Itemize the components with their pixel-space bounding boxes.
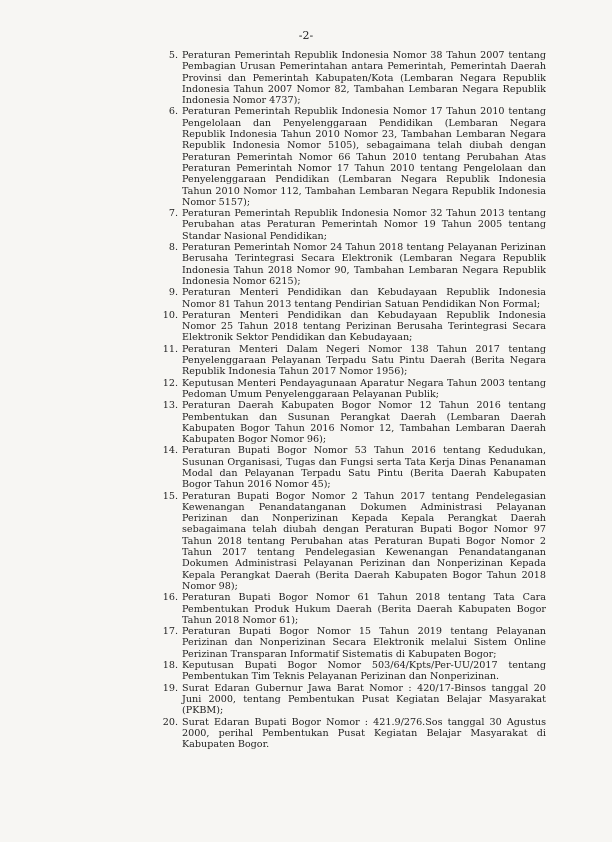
item-text: Peraturan Menteri Dalam Negeri Nomor 138 Tahun 2017 tentang Penyelenggaraan Pelayanan Terpadu Satu Pintu Daerah (Berita Negara Republik Indonesia Tahun 2017 Nomor 1956); [182,343,546,378]
item-text: Surat Edaran Bupati Bogor Nomor : 421.9/276.Sos tanggal 30 Agustus 2000, perihal Pembentukan Pusat Kegiatan Belajar Masyarakat di Kabupaten Bogor. [182,716,546,751]
list-item [160,287,546,310]
item-number: 14. [162,445,178,457]
item-text: Peraturan Bupati Bogor Nomor 15 Tahun 2019 tentang Pelayanan Perizinan dan Nonperizinan Secara Elektronik melalui Sistem Online Perizinan Transparan Informatif Sistematis di Kabupaten Bogor; [182,626,546,660]
list-item [160,378,546,401]
list-item [160,626,546,660]
item-text: Peraturan Pemerintah Nomor 24 Tahun 2018 tentang Pelayanan Perizinan Berusaha Terintegrasi Secara Elektronik (Lembaran Negara Republik Indonesia Tahun 2018 Nomor 90, Tambahan Lembaran Negara Republik Indonesia Nomor 6215); [182,242,546,287]
item-text: Peraturan Pemerintah Republik Indonesia Nomor 38 Tahun 2007 tentang Pembagian Urusan Pemerintahan antara Pemerintah, Pemerintah Daerah Provinsi dan Pemerintah Kabupaten/Kota (Lembaran Negara Republik Indonesia Tahun 2007 Nomor 82, Tambahan Lembaran Negara Republik Indonesia Nomor 4737); [182,50,546,107]
list-item [160,344,546,378]
list-item [160,208,546,242]
list-item [160,106,546,208]
item-text: Peraturan Pemerintah Republik Indonesia Nomor 17 Tahun 2010 tentang Pengelolaan dan Penyelenggaraan Pendidikan (Lembaran Negara Republik Indonesia Tahun 2010 Nomor 23, Tambahan Lembaran Negara Republik Indonesia Nomor 5105), sebagaimana telah diubah dengan Peraturan Pemerintah Nomor 66 Tahun 2010 tentang Perubahan Atas Peraturan Pemerintah Nomor 17 Tahun 2010 tentang Pengelolaan dan Penyelenggaraan Pendidikan (Lembaran Negara Republik Indonesia Tahun 2010 Nomor 112, Tambahan Lembaran Negara Republik Indonesia Nomor 5157); [182,106,546,208]
item-text: Peraturan Bupati Bogor Nomor 53 Tahun 2016 tentang Kedudukan, Susunan Organisasi, Tugas dan Fungsi serta Tata Kerja Dinas Penanaman Modal dan Pelayanan Terpadu Satu Pintu (Berita Daerah Kabupaten Bogor Tahun 2016 Nomor 45); [182,445,546,491]
item-text: Peraturan Bupati Bogor Nomor 61 Tahun 2018 tentang Tata Cara Pembentukan Produk Hukum Daerah (Berita Daerah Kabupaten Bogor Tahun 2018 Nomor 61); [182,592,546,626]
list-item [160,310,546,344]
item-text: Peraturan Menteri Pendidikan dan Kebudayaan Republik Indonesia Nomor 25 Tahun 2018 tentang Perizinan Berusaha Terintegrasi Secara Elektronik Sektor Pendidikan dan Kebudayaan; [182,309,546,344]
item-number: 12. [162,377,178,389]
item-text: Peraturan Bupati Bogor Nomor 2 Tahun 2017 tentang Pendelegasian Kewenangan Penandatanganan Dokumen Administrasi Pelayanan Perizinan dan Nonperizinan Kepada Kepala Perangkat Daerah sebagaimana telah diubah dengan Peraturan Bupati Bogor Nomor 97 Tahun 2018 tentang Perubahan atas Peraturan Bupati Bogor Nomor 2 Tahun 2017 tentang Pendelegasian Kewenangan Penandatanganan Dokumen Administrasi Pelayanan Perizinan dan Nonperizinan Kepada Kepala Perangkat Daerah (Berita Daerah Kabupaten Bogor Tahun 2018 Nomor 98); [182,490,546,592]
item-text: Keputusan Menteri Pendayagunaan Aparatur Negara Tahun 2003 tentang Pedoman Umum Penyelenggaraan Pelayanan Publik; [182,377,546,400]
item-number: 13. [162,400,178,412]
item-number: 11. [162,343,178,355]
list-item [160,683,546,717]
list-item [160,660,546,683]
item-number: 16. [162,592,178,604]
item-text: Peraturan Menteri Pendidikan dan Kebudayaan Republik Indonesia Nomor 81 Tahun 2013 tentang Pendirian Satuan Pendidikan Non Formal; [182,287,546,310]
item-number: 7. [168,208,178,220]
item-number: 9. [168,287,178,299]
list-item [160,592,546,626]
item-text: Keputusan Bupati Bogor Nomor 503/64/Kpts/Per-UU/2017 tentang Pembentukan Tim Teknis Pelayanan Perizinan dan Nonperizinan. [182,660,546,683]
item-number: 20. [162,716,178,728]
item-number: 15. [162,490,178,502]
item-number: 8. [168,242,178,254]
legal-basis-list [160,50,546,750]
list-item [160,50,546,106]
item-text: Peraturan Daerah Kabupaten Bogor Nomor 12 Tahun 2016 tentang Pembentukan dan Susunan Perangkat Daerah (Lembaran Daerah Kabupaten Bogor Tahun 2016 Nomor 12, Tambahan Lembaran Daerah Kabupaten Bogor Nomor 96); [182,400,546,446]
item-number: 18. [162,660,178,672]
list-item [160,445,546,490]
item-number: 17. [162,626,178,638]
item-text: Surat Edaran Gubernur Jawa Barat Nomor : 420/17-Binsos tanggal 20 Juni 2000, tentang Pembentukan Pusat Kegiatan Belajar Masyarakat (PKBM); [182,682,546,717]
page-number: -2- [298,29,314,42]
item-number: 5. [168,50,178,61]
item-number: 10. [162,309,178,321]
item-number: 19. [162,682,178,694]
item-text: Peraturan Pemerintah Republik Indonesia Nomor 32 Tahun 2013 tentang Perubahan atas Peraturan Pemerintah Nomor 19 Tahun 2005 tentang Standar Nasional Pendidikan; [182,208,546,242]
list-item [160,400,546,445]
item-number: 6. [168,106,178,118]
list-item [160,717,546,751]
list-item [160,242,546,287]
list-item [160,491,546,593]
